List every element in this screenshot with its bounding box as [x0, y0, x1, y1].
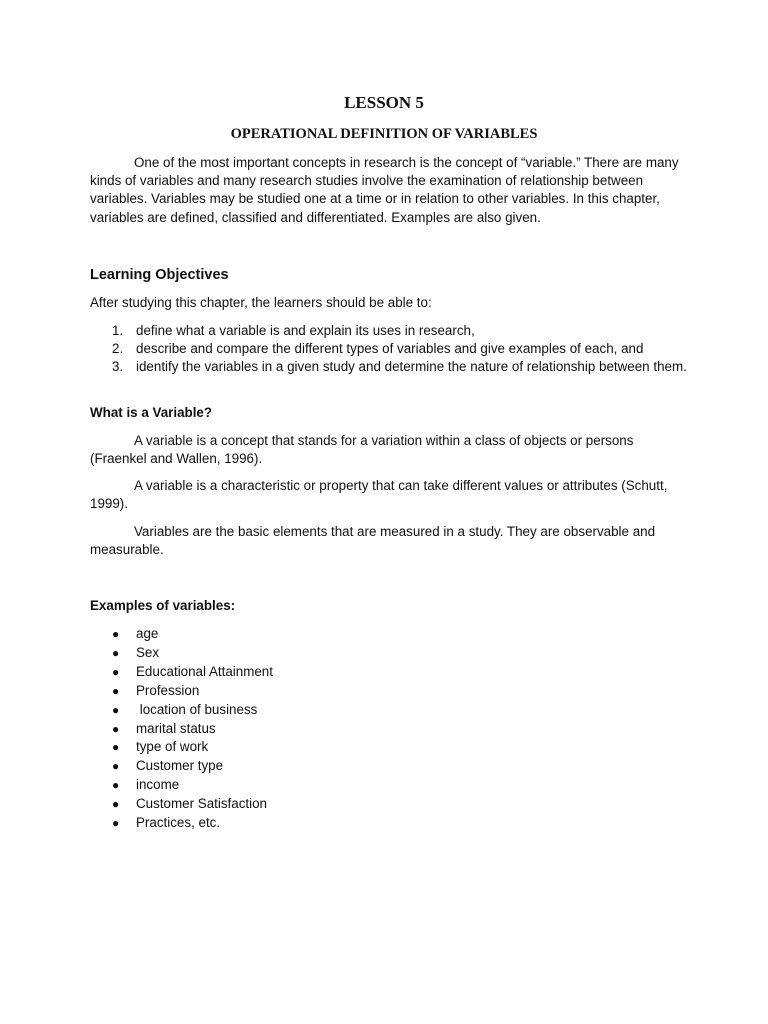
example-text: type of work [136, 739, 209, 755]
example-item [90, 663, 690, 682]
lesson-subtitle: OPERATIONAL DEFINITION OF VARIABLES [230, 126, 538, 142]
objective-text: identify the variables in a given study and determine the nature of relationship between them. [136, 359, 687, 374]
bullet-icon: ● [112, 816, 120, 831]
example-item [90, 776, 690, 795]
definition-paragraph-2: A variable is a characteristic or property that can take different values or attributes (Schutt, 1999). [90, 478, 668, 512]
examples-heading: Examples of variables: [90, 598, 236, 613]
example-item [90, 720, 690, 739]
bullet-icon: ● [112, 683, 120, 698]
example-item [90, 625, 690, 644]
objective-item [90, 358, 690, 376]
example-item [90, 738, 690, 757]
objective-number: 2. [112, 341, 124, 356]
lesson-title: LESSON 5 [344, 93, 424, 112]
examples-list [90, 625, 690, 833]
bullet-icon: ● [112, 740, 120, 755]
bullet-icon: ● [112, 702, 120, 717]
example-item [90, 682, 690, 701]
example-text: Practices, etc. [136, 815, 221, 831]
objective-text: define what a variable is and explain its uses in research, [136, 323, 475, 338]
example-item [90, 644, 690, 663]
objectives-list [90, 322, 690, 376]
example-text: Educational Attainment [136, 663, 273, 679]
objectives-lead: After studying this chapter, the learners should be able to: [90, 295, 432, 310]
objectives-heading: Learning Objectives [90, 267, 229, 283]
objective-number: 1. [112, 323, 124, 338]
bullet-icon: ● [112, 627, 120, 641]
bullet-icon: ● [112, 721, 120, 736]
bullet-icon: ● [112, 645, 120, 660]
example-text: marital status [136, 720, 216, 736]
example-text: Customer type [136, 758, 224, 774]
objective-text: describe and compare the different types of variables and give examples of each, and [136, 341, 644, 356]
objective-number: 3. [112, 359, 124, 374]
bullet-icon: ● [112, 664, 120, 679]
example-text: age [136, 626, 159, 641]
example-text: Sex [136, 644, 160, 660]
example-text: income [136, 777, 180, 793]
variable-heading: What is a Variable? [90, 405, 213, 420]
definition-paragraph-1: A variable is a concept that stands for a variation within a class of objects or persons (Fraenkel and Wallen, 1996). [90, 433, 634, 467]
bullet-icon: ● [112, 797, 120, 812]
example-text: Profession [136, 682, 200, 698]
example-item [90, 795, 690, 814]
bullet-icon: ● [112, 759, 120, 774]
definition-paragraph-3: Variables are the basic elements that are measured in a study. They are observable and measurable. [90, 524, 656, 558]
example-item [90, 814, 690, 833]
example-item [90, 757, 690, 776]
objective-item [90, 340, 690, 358]
example-item [90, 701, 690, 720]
example-text: Customer Satisfaction [136, 796, 267, 812]
example-text: location of business [136, 701, 258, 717]
bullet-icon: ● [112, 778, 120, 793]
objective-item [90, 322, 690, 340]
intro-paragraph: One of the most important concepts in research is the concept of “variable.” There are many kinds of variables and many research studies involve the examination of relationship between variables. Variables may be studied one at a time or in relation to other variables. In this chapter, variables are defined, classified and differentiated. Examples are also given. [90, 155, 679, 225]
